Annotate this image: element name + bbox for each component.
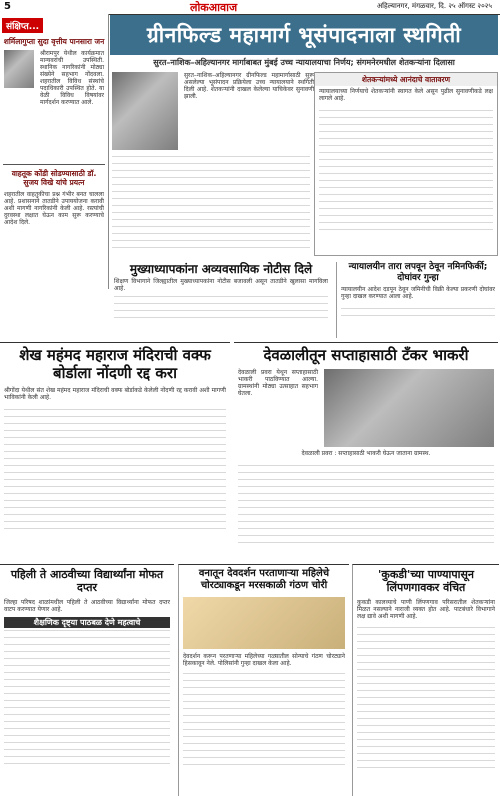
story-school-bags-text: जिल्हा परिषद शाळांमधील पहिली ते आठवीच्या विद्यार्थ्यांना मोफत दप्तर वाटप करण्यात येणार आहे.	[4, 599, 170, 613]
story-kukadi-water-headline: 'कुकडी'च्या पाण्यापासून लिंपणगावकर वंचित	[378, 568, 474, 594]
story-school-bags-headline: पहिली ते आठवीच्या विद्यार्थ्यांना मोफत दप्तर	[10, 568, 164, 594]
lead-sidebox-title: शेतकऱ्यांमध्ये आनंदाचे वातावरण	[315, 73, 497, 86]
story-school-bags-columns	[4, 630, 170, 770]
story-bhakri-columns	[238, 459, 494, 549]
brief-1-text: श्रीरामपुर येथील कार्यक्रमात मान्यवरांची उपस्थिती. स्थानिक नागरिकांनी मोठ्या संख्येने सहभाग नोंदवला. शहरातील विविध संस्थांचे पदाधिकारी उपस्थित होते. या वेळी विविध विषयांवर मार्गदर्शन करण्यात आले.	[40, 50, 104, 106]
sidebar-briefs	[0, 14, 109, 289]
story-temple-columns	[4, 405, 226, 535]
story-notice-text: शिक्षण विभागाने जिल्ह्यातील मुख्याध्यापकांना नोटीस बजावली असून तातडीने खुलासा मागविला आहे.	[114, 278, 328, 292]
newspaper-logo: लोकआवाज	[190, 1, 238, 14]
story-school-bags-box-title: शैक्षणिक दृष्ट्या पाठबळ देणे महत्वाचे	[4, 617, 170, 628]
lead-headline: ग्रीनफिल्ड महामार्ग भूसंपादनाला स्थगिती	[110, 15, 498, 55]
lead-body: सुरत–नाशिक–अहिल्यानगर ग्रीनफिल्ड महामार्गासाठी सुरू असलेल्या भूसंपादन प्रक्रियेला उच्च न्यायालयाने स्थगिती दिली आहे. शेतकऱ्यांनी दाखल केलेल्या याचिकेवर सुनावणी झाली.	[184, 72, 314, 100]
page-number: 5	[4, 1, 11, 12]
story-chain-snatching-text: देवदर्शन करून परतणाऱ्या महिलेच्या गळ्यातील सोन्याचे गंठण चोरट्याने हिसकावून नेले. पोलिसांनी गुन्हा दाखल केला आहे.	[183, 653, 345, 667]
brief-2-text: शहरातील वाहतुकीचा प्रश्न गंभीर बनत चालला आहे. प्रशासनाने तातडीने उपाययोजना करावी अशी मागणी नागरिकांनी केली आहे. रस्त्यांची दुरवस्था लक्षात घेऊन काम सुरू करण्याचे आदेश दिले.	[4, 191, 104, 226]
lead-body-columns	[112, 154, 310, 254]
lead-photo	[112, 72, 178, 150]
story-school-bags	[0, 564, 174, 796]
story-notice	[110, 262, 332, 338]
lead-sidebox	[314, 72, 498, 256]
brief-1-photo	[4, 50, 34, 88]
story-bhakri	[234, 342, 498, 561]
story-bhakri-text: देवळाली प्रवरा येथून सप्ताहासाठी भाकरी पाठविण्यात आल्या. ग्रामस्थांनी मोठ्या उत्साहात सहभाग घेतला.	[238, 369, 318, 397]
brief-1-title: शर्मिलागुप्ता सुदा वृत्तीय पानसारा जन	[3, 37, 105, 46]
divider	[3, 164, 105, 165]
story-land-fraud-columns	[341, 302, 495, 322]
story-kukadi-water-columns	[357, 624, 495, 774]
lead-subhead: सुरत–नाशिक–अहिल्यानगर मार्गाबाबत मुंबई उच्च न्यायालयाचा निर्णय; संगमनेरमधील शेतकऱ्यांना दिलासा	[153, 58, 455, 67]
story-land-fraud-text: न्यायालयीन आदेश दडपून ठेवून जमिनीची विक्री केल्या प्रकरणी दोघांवर गुन्हा दाखल करण्यात आला आहे.	[341, 286, 495, 300]
lead-sidebox-text: न्यायालयाच्या निर्णयाचे शेतकऱ्यांनी स्वागत केले असून पुढील सुनावणीकडे लक्ष लागले आहे.	[319, 88, 493, 102]
story-chain-snatching-illustration	[183, 597, 345, 649]
story-kukadi-water-text: कुकडी कालव्याचे पाणी लिंपणगाव परिसरातील शेतकऱ्यांना मिळत नसल्याने नाराजी व्यक्त होत आहे. पाटबंधारे विभागाने लक्ष द्यावे अशी मागणी आहे.	[357, 599, 495, 620]
story-land-fraud	[336, 262, 499, 338]
story-temple-headline: शेख महंमद महाराज मंदिराची वक्फ बोर्डाला नोंदणी रद्द करा	[19, 346, 211, 382]
story-bhakri-caption: देवळाली प्रवरा : सप्ताहासाठी भाकरी घेऊन जाताना ग्रामस्थ.	[301, 450, 431, 457]
dateline: अहिल्यानगर, मंगळवार, दि. २५ ऑगस्ट २०२५	[376, 2, 492, 10]
sidebar-heading: संक्षिप्त...	[2, 18, 43, 33]
story-chain-snatching-columns	[183, 671, 345, 771]
story-notice-columns	[114, 294, 328, 324]
story-bhakri-headline: देवळालीतून सप्ताहासाठी टँकर भाकरी	[263, 346, 469, 364]
story-temple-text: श्रीगोंदा येथील संत शेख महंमद महाराज मंदिराची वक्फ बोर्डाकडे केलेली नोंदणी रद्द करावी अशी मागणी भाविकांनी केली आहे.	[4, 387, 226, 401]
story-notice-headline: मुख्याध्यापकांना अव्यवसायिक नोटीस दिले	[129, 262, 313, 276]
story-land-fraud-headline: न्यायालयीन तारा लपवून ठेवून नमिनफिर्की; दोघांवर गुन्हा	[348, 262, 488, 283]
story-temple	[0, 342, 230, 561]
lead-sidebox-columns	[319, 106, 493, 236]
story-bhakri-photo	[324, 369, 494, 447]
story-chain-snatching-headline: वनातून देवदर्शन परताणाऱ्या महिलेचे चोरट्याकडून मरसकाळी गंठण चोरी	[198, 568, 330, 591]
story-chain-snatching	[178, 564, 349, 796]
brief-2-title: वाहतूक कोंडी सोडण्यासाठी डॉ. सुजय विखे यांचे प्रयत्न	[11, 169, 97, 187]
story-kukadi-water	[352, 564, 499, 796]
masthead	[0, 0, 500, 15]
